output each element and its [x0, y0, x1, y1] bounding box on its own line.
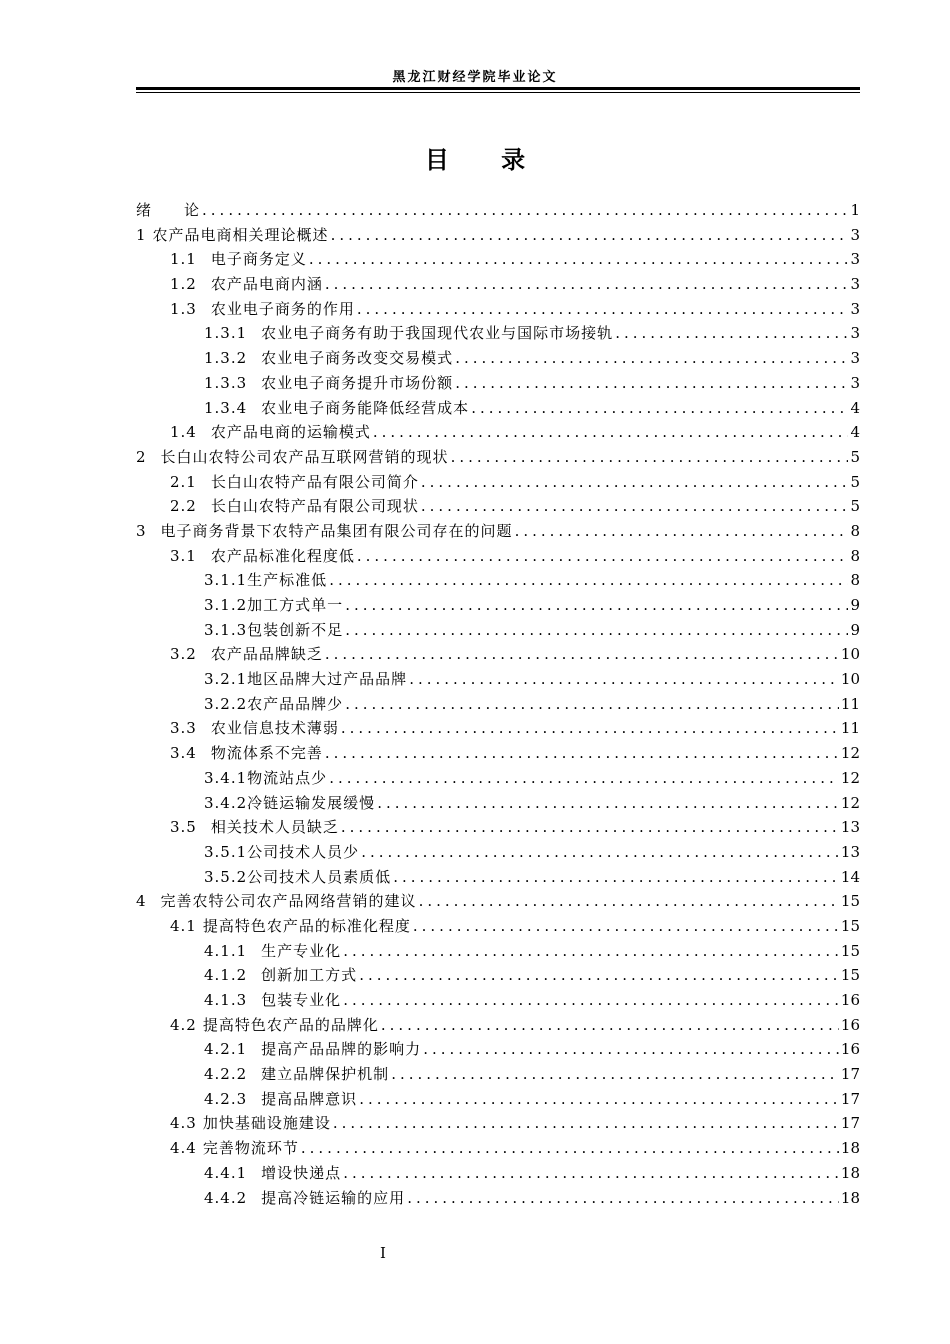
toc-entry-title: 包装创新不足	[247, 620, 344, 639]
toc-entry-page: 13	[840, 842, 860, 861]
toc-entry-number: 3.5.1	[204, 842, 248, 861]
toc-entry[interactable]	[136, 568, 860, 593]
toc-entry[interactable]	[136, 642, 860, 667]
toc-entry-number: 3.1.2	[204, 596, 248, 614]
toc-dot-leader	[343, 988, 839, 1013]
toc-entry-number: 4.4	[170, 1139, 197, 1158]
toc-entry[interactable]	[136, 494, 860, 519]
toc-entry-number: 4.1.2	[204, 966, 248, 985]
toc-entry-number: 3.4.1	[204, 768, 248, 787]
toc-entry-number: 2.2	[170, 497, 197, 516]
toc-entry[interactable]	[136, 840, 860, 865]
toc-entry-page: 3	[850, 299, 860, 318]
toc-entry-title: 农产品品牌缺乏	[210, 645, 323, 664]
toc-entry-title: 提高品牌意识	[261, 1089, 358, 1108]
toc-entry-number: 4.1.3	[204, 991, 248, 1009]
toc-entry-page: 15	[840, 966, 860, 985]
toc-entry-number: 3	[136, 521, 147, 540]
toc-entry-title: 农产品品牌少	[247, 694, 344, 713]
toc-dot-leader	[301, 1136, 839, 1161]
toc-entry[interactable]	[136, 1186, 860, 1211]
toc-entry-title: 建立品牌保护机制	[261, 1065, 390, 1084]
toc-entry-page: 13	[840, 818, 860, 837]
toc-entry-page: 17	[840, 1089, 860, 1108]
toc-entry[interactable]	[136, 939, 860, 964]
toc-entry-title: 农业电子商务提升市场份额	[261, 373, 454, 392]
toc-entry-title: 提高特色农产品的标准化程度	[202, 916, 411, 935]
toc-entry-title: 公司技术人员少	[247, 842, 360, 861]
toc-entry-number: 1.3	[170, 299, 197, 318]
toc-entry-number: 4.2.3	[204, 1089, 248, 1108]
toc-entry-title: 公司技术人员素质低	[247, 867, 392, 886]
toc-dot-leader	[421, 494, 849, 519]
toc-entry-title: 提高冷链运输的应用	[261, 1188, 406, 1207]
toc-entry-page: 3	[850, 225, 860, 244]
toc-entry-page: 5	[850, 472, 860, 491]
toc-entry[interactable]	[136, 544, 860, 569]
toc-entry-title: 农业信息技术薄弱	[210, 719, 339, 738]
toc-entry-page: 18	[840, 1139, 860, 1158]
toc-entry-title: 包装专业化	[261, 991, 342, 1009]
toc-dot-leader	[202, 198, 848, 223]
toc-entry-number: 4.4.1	[204, 1163, 248, 1182]
toc-entry-title: 农业电子商务有助于我国现代农业与国际市场接轨	[261, 324, 614, 343]
toc-dot-leader	[421, 470, 849, 495]
toc-entry-title: 长白山农特产品有限公司现状	[210, 497, 419, 516]
toc-entry[interactable]	[136, 593, 860, 618]
toc-entry-title: 农业电子商务能降低经营成本	[261, 398, 470, 417]
toc-entry[interactable]	[136, 667, 860, 692]
toc-dot-leader	[359, 963, 839, 988]
toc-entry-page: 4	[850, 423, 860, 442]
toc-entry-page: 16	[840, 1040, 860, 1059]
toc-entry[interactable]	[136, 223, 860, 248]
toc-entry-number: 3.5.2	[204, 867, 248, 886]
toc-dot-leader	[325, 642, 839, 667]
toc-dot-leader	[329, 568, 848, 593]
toc-dot-leader	[381, 1013, 839, 1038]
toc-entry-page: 15	[840, 941, 860, 960]
toc-entry-page: 16	[840, 1015, 860, 1034]
toc-entry-title: 提高特色农产品的品牌化	[202, 1015, 379, 1034]
toc-entry-number: 3.3	[170, 719, 197, 738]
toc-entry-page: 1	[850, 201, 860, 219]
toc-dot-leader	[391, 1062, 839, 1087]
toc-entry-number: 1.2	[170, 275, 197, 294]
toc-entry[interactable]	[136, 445, 860, 470]
toc-dot-leader	[343, 939, 839, 964]
toc-dot-leader	[413, 914, 839, 939]
toc-entry-number: 2	[136, 447, 147, 466]
toc-entry-title: 生产标准低	[247, 571, 328, 590]
toc-entry-page: 3	[850, 250, 860, 269]
toc-entry-title: 地区品牌大过产品品牌	[247, 670, 408, 689]
toc-entry-title: 农产品电商相关理论概述	[152, 225, 329, 244]
toc-entry-number: 3.4	[170, 744, 197, 763]
toc-entry-number: 1.1	[170, 250, 197, 269]
toc-entry[interactable]	[136, 519, 860, 544]
toc-dot-leader	[345, 618, 848, 643]
toc-entry-title: 农业电子商务改变交易模式	[261, 349, 454, 368]
toc-entry[interactable]	[136, 470, 860, 495]
toc-dot-leader	[341, 815, 839, 840]
toc-entry-number: 2.1	[170, 472, 197, 491]
toc-entry-number: 4.2	[170, 1015, 197, 1034]
toc-entry-page: 9	[850, 620, 860, 639]
toc-entry-page: 9	[850, 596, 860, 614]
toc-entry-title: 农产品标准化程度低	[210, 546, 355, 565]
toc-dot-leader	[451, 445, 849, 470]
toc-entry-title: 物流体系不完善	[210, 744, 323, 763]
toc-entry[interactable]	[136, 914, 860, 939]
header-rule-thick	[136, 87, 860, 90]
toc-entry-number: 4.4.2	[204, 1188, 248, 1207]
toc-entry-number: 3.1.3	[204, 620, 248, 639]
toc-dot-leader	[615, 321, 848, 346]
toc-entry[interactable]	[136, 1013, 860, 1038]
toc-entry-page: 4	[850, 398, 860, 417]
toc-dot-leader	[471, 396, 848, 421]
toc-entry[interactable]	[136, 272, 860, 297]
toc-entry-title: 增设快递点	[261, 1163, 342, 1182]
toc-title: 目 录	[424, 146, 526, 174]
toc-dot-leader	[357, 297, 849, 322]
toc-entry-number: 4.3	[170, 1114, 197, 1133]
toc-entry-title: 加快基础设施建设	[202, 1114, 331, 1133]
toc-entry[interactable]	[136, 1161, 860, 1186]
toc-entry-page: 17	[840, 1114, 860, 1133]
toc-entry[interactable]	[136, 963, 860, 988]
toc-entry[interactable]	[136, 1136, 860, 1161]
toc-entry-page: 3	[850, 349, 860, 368]
toc-entry-page: 8	[850, 521, 860, 540]
toc-entry-number: 3.2.1	[204, 670, 248, 689]
toc-entry-page: 12	[840, 744, 860, 763]
toc-dot-leader	[357, 544, 849, 569]
toc-entry[interactable]	[136, 198, 860, 223]
toc-entry-title: 农产品电商的运输模式	[210, 423, 371, 442]
toc-entry[interactable]	[136, 1037, 860, 1062]
toc-entry-page: 5	[850, 447, 860, 466]
toc-dot-leader	[325, 272, 849, 297]
toc-entry-page: 3	[850, 275, 860, 294]
toc-entry-number: 4	[136, 892, 147, 911]
toc-entry-number: 4.1	[170, 916, 197, 935]
toc-entry[interactable]	[136, 247, 860, 272]
toc-entry-page: 5	[850, 497, 860, 516]
toc-dot-leader	[455, 346, 848, 371]
toc-dot-leader	[423, 1037, 839, 1062]
toc-entry-page: 3	[850, 324, 860, 343]
toc-entry-number: 4.2.1	[204, 1040, 248, 1059]
toc-entry-number: 3.5	[170, 818, 197, 837]
toc-entry-number: 4.2.2	[204, 1065, 248, 1084]
toc-entry[interactable]	[136, 346, 860, 371]
toc-dot-leader	[359, 1087, 839, 1112]
toc-entry-number: 3.1.1	[204, 571, 248, 590]
toc-entry-title: 相关技术人员缺乏	[210, 818, 339, 837]
toc-entry-number: 1.3.2	[204, 349, 248, 368]
toc-entry[interactable]	[136, 716, 860, 741]
toc-entry-title: 完善农特公司农产品网络营销的建议	[160, 892, 417, 911]
toc-dot-leader	[361, 840, 839, 865]
toc-entry-title: 生产专业化	[261, 941, 342, 960]
toc-entry[interactable]	[136, 766, 860, 791]
toc-entry-number: 3.2.2	[204, 694, 248, 713]
toc-entry[interactable]	[136, 889, 860, 914]
toc-entry-number: 1.3.1	[204, 324, 248, 343]
toc-entry-page: 12	[840, 768, 860, 787]
toc-entry[interactable]	[136, 1062, 860, 1087]
toc-dot-leader	[373, 420, 849, 445]
toc-entry[interactable]	[136, 692, 860, 717]
toc-entry-page: 15	[840, 892, 860, 911]
toc-entry-page: 12	[840, 793, 860, 812]
toc-entry-page: 15	[840, 916, 860, 935]
toc-entry-page: 16	[840, 991, 860, 1009]
toc-entry[interactable]	[136, 741, 860, 766]
toc-entry-page: 8	[850, 546, 860, 565]
toc-entry-title: 长白山农特公司农产品互联网营销的现状	[160, 447, 449, 466]
toc-entry-title: 创新加工方式	[261, 966, 358, 985]
toc-dot-leader	[419, 889, 839, 914]
toc-dot-leader	[325, 741, 839, 766]
toc-dot-leader	[345, 692, 839, 717]
toc-dot-leader	[309, 247, 849, 272]
toc-dot-leader	[343, 1161, 839, 1186]
toc-entry-number: 1.3.4	[204, 398, 248, 417]
running-header-title: 黑龙江财经学院毕业论文	[392, 70, 558, 85]
toc-entry-page: 11	[840, 719, 860, 738]
toc-entry-number: 3.1	[170, 546, 197, 565]
toc-entry[interactable]	[136, 396, 860, 421]
toc-entry[interactable]	[136, 371, 860, 396]
toc-entry-number: 4.1.1	[204, 941, 248, 960]
toc-entry-title: 绪 论	[136, 201, 201, 219]
toc-entry[interactable]	[136, 988, 860, 1013]
toc-dot-leader	[407, 1186, 839, 1211]
toc-entry-title: 加工方式单一	[247, 596, 344, 614]
toc-dot-leader	[377, 791, 839, 816]
toc-entry-number: 3.2	[170, 645, 197, 664]
toc-entry-page: 14	[840, 867, 860, 886]
header-rule-thin	[136, 92, 860, 93]
toc-entry[interactable]	[136, 321, 860, 346]
toc-entry[interactable]	[136, 297, 860, 322]
toc-entry-title: 电子商务定义	[210, 250, 307, 269]
toc-dot-leader	[455, 371, 848, 396]
toc-entry-number: 1.4	[170, 423, 197, 442]
toc-entry[interactable]	[136, 1087, 860, 1112]
toc-dot-leader	[345, 593, 848, 618]
table-of-contents	[136, 198, 860, 1210]
toc-entry-title: 物流站点少	[247, 768, 328, 787]
toc-entry-page: 17	[840, 1065, 860, 1084]
toc-entry-title: 完善物流环节	[202, 1139, 299, 1158]
toc-entry-title: 长白山农特产品有限公司简介	[210, 472, 419, 491]
toc-entry-title: 提高产品品牌的影响力	[261, 1040, 422, 1059]
toc-entry[interactable]	[136, 420, 860, 445]
toc-entry-page: 8	[850, 571, 860, 590]
toc-entry-page: 3	[850, 373, 860, 392]
toc-entry[interactable]	[136, 618, 860, 643]
toc-dot-leader	[341, 716, 839, 741]
toc-dot-leader	[409, 667, 839, 692]
toc-dot-leader	[333, 1111, 839, 1136]
toc-entry-number: 1	[136, 225, 147, 244]
toc-entry-page: 10	[840, 645, 860, 664]
toc-entry-page: 10	[840, 670, 860, 689]
toc-dot-leader	[331, 223, 849, 248]
toc-entry[interactable]	[136, 1111, 860, 1136]
toc-entry-page: 18	[840, 1163, 860, 1182]
toc-entry-title: 冷链运输发展缓慢	[247, 793, 376, 812]
toc-entry-page: 18	[840, 1188, 860, 1207]
toc-entry[interactable]	[136, 865, 860, 890]
toc-entry-page: 11	[840, 694, 860, 713]
page-number: I	[380, 1244, 386, 1262]
toc-dot-leader	[515, 519, 849, 544]
toc-entry-title: 农业电子商务的作用	[210, 299, 355, 318]
toc-entry-title: 电子商务背景下农特产品集团有限公司存在的问题	[160, 521, 513, 540]
toc-dot-leader	[393, 865, 839, 890]
toc-entry-number: 3.4.2	[204, 793, 248, 812]
toc-dot-leader	[329, 766, 839, 791]
toc-entry[interactable]	[136, 791, 860, 816]
toc-entry-number: 1.3.3	[204, 373, 248, 392]
toc-entry-title: 农产品电商内涵	[210, 275, 323, 294]
toc-entry[interactable]	[136, 815, 860, 840]
